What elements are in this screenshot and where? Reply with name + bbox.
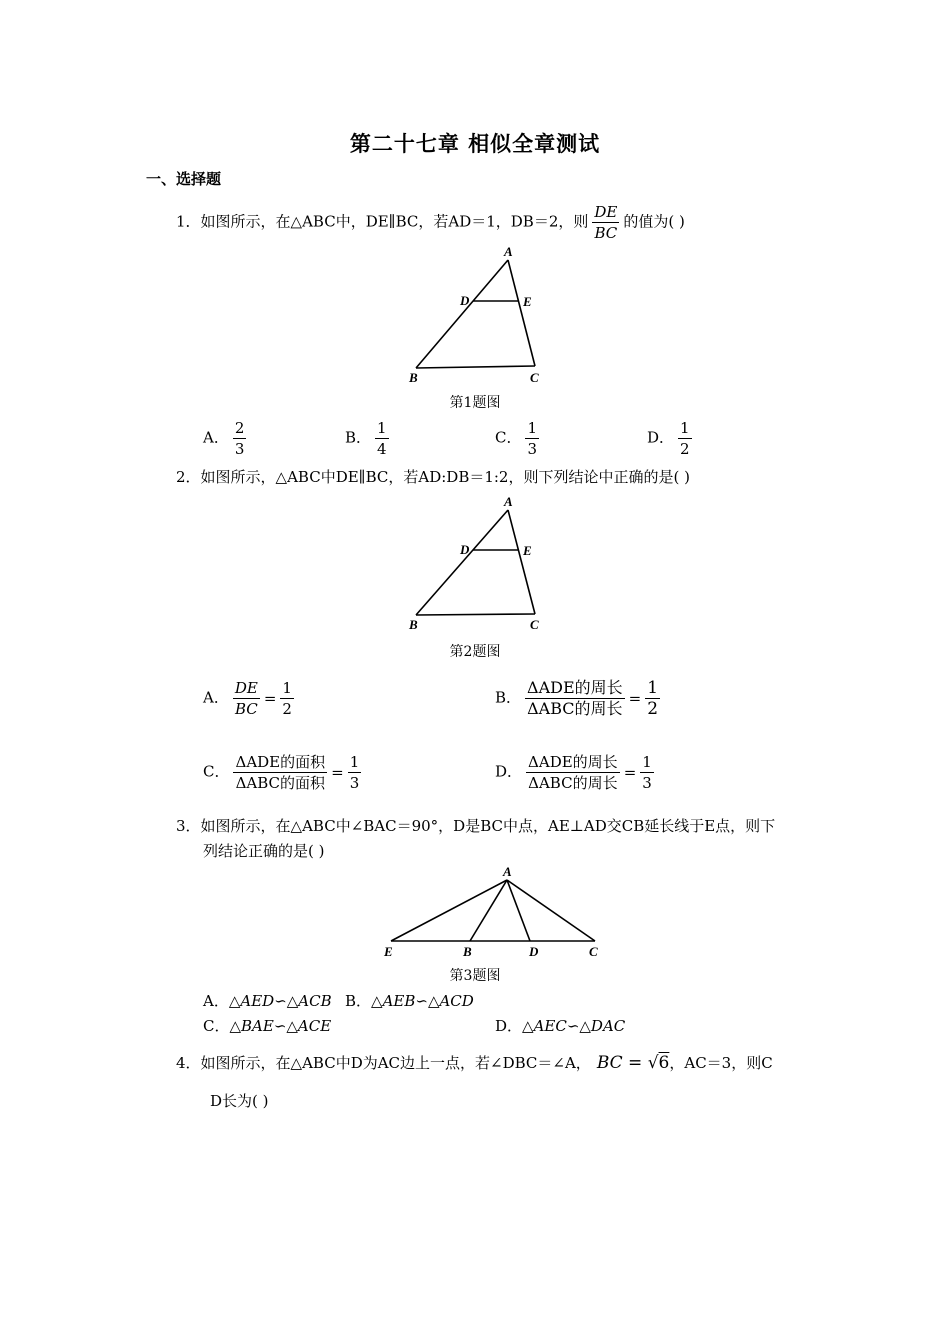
label-c: C: [530, 617, 539, 632]
question-1-suffix: 的值为( ): [623, 212, 685, 231]
option-text: △AEC∽△DAC: [522, 1017, 626, 1035]
sqrt-value: 6: [658, 1053, 670, 1073]
option-left-fraction: [526, 752, 620, 793]
question-1: [176, 202, 685, 243]
q1-option-c[interactable]: [495, 418, 543, 459]
option-fraction: [233, 418, 247, 459]
q2-option-d[interactable]: [495, 752, 658, 793]
q2-option-c[interactable]: [203, 752, 365, 793]
denominator: 3: [527, 440, 538, 458]
denominator: 2: [282, 700, 292, 718]
figure-2-caption: 第2题图: [449, 644, 501, 660]
numerator: 1: [527, 419, 538, 437]
option-right-fraction: [640, 752, 654, 793]
question-4-suffix: ，AC＝3，则C: [669, 1054, 773, 1072]
figure-3-caption: 第3题图: [449, 968, 501, 984]
q3-option-b[interactable]: [345, 990, 474, 1011]
option-label: C．: [203, 762, 230, 781]
denominator: 3: [234, 440, 245, 458]
segment-ac: [507, 880, 595, 941]
bc-label: BC =: [596, 1053, 648, 1073]
numerator: ΔADE的周长: [528, 753, 618, 771]
q3-option-a[interactable]: [203, 990, 332, 1011]
option-label: A．: [203, 992, 229, 1010]
question-3-line-1: 3．如图所示，在△ABC中∠BAC＝90°，D是BC中点，AE⊥AD交CB延长线于E点，则下: [176, 817, 776, 835]
label-b: B: [409, 617, 418, 632]
side-ab: [416, 260, 508, 368]
label-a: A: [504, 244, 513, 259]
sqrt-sign: √: [647, 1053, 659, 1073]
equals-sign: =: [263, 689, 277, 708]
figure-q3-triangle: [375, 862, 615, 962]
denominator: BC: [234, 700, 258, 718]
denominator: 3: [349, 774, 360, 792]
option-label: C．: [495, 428, 522, 447]
label-e: E: [523, 294, 532, 309]
question-3-line-2: 列结论正确的是( ): [203, 842, 325, 860]
denominator: ΔABC的面积: [235, 774, 326, 792]
denominator: 4: [377, 440, 387, 458]
fraction-numerator: DE: [594, 203, 618, 221]
option-label: B．: [345, 428, 372, 447]
option-label: D．: [647, 428, 675, 447]
option-left-fraction: [233, 678, 260, 719]
option-label: D．: [495, 762, 523, 781]
equals-sign: =: [628, 689, 642, 708]
label-c: C: [589, 944, 598, 959]
q2-option-b[interactable]: [495, 678, 664, 719]
denominator: 2: [647, 699, 659, 719]
question-2: 2．如图所示，△ABC中DE∥BC，若AD:DB＝1:2，则下列结论中正确的是( ): [176, 468, 690, 486]
label-c: C: [530, 370, 539, 385]
label-d: D: [529, 944, 539, 959]
denominator: 3: [642, 774, 652, 792]
denominator: ΔABC的周长: [527, 699, 623, 718]
q1-option-a[interactable]: [203, 418, 250, 459]
equals-sign: =: [623, 763, 637, 782]
side-ac: [508, 510, 535, 614]
q2-option-a[interactable]: [203, 678, 298, 719]
label-e: E: [384, 944, 393, 959]
label-d: D: [460, 293, 470, 308]
denominator: 2: [680, 440, 690, 458]
option-left-fraction: [525, 678, 625, 719]
label-d: D: [460, 542, 470, 557]
option-text: △AED∽△ACB: [228, 992, 332, 1010]
segment-ae: [391, 880, 507, 941]
question-4-line-1: [176, 1052, 773, 1074]
figure-q1-triangle: [400, 240, 560, 390]
option-right-fraction: [280, 678, 294, 719]
option-left-fraction: [233, 752, 327, 793]
figure-q2-triangle: [400, 490, 560, 640]
option-text: △AEB∽△ACD: [371, 992, 474, 1010]
q3-option-c[interactable]: [203, 1015, 331, 1036]
label-a: A: [504, 494, 513, 509]
option-fraction: [525, 418, 539, 459]
fraction-denominator: BC: [594, 224, 618, 242]
question-1-fraction: [592, 202, 619, 243]
label-b: B: [409, 370, 418, 385]
section-heading: 一、选择题: [146, 170, 222, 188]
option-label: C．: [203, 1017, 230, 1035]
denominator: ΔABC的周长: [528, 774, 618, 792]
side-ab: [416, 510, 508, 615]
equals-sign: =: [331, 763, 344, 782]
numerator: 1: [282, 679, 292, 697]
question-4-line-2: D长为( ): [210, 1092, 269, 1110]
q3-option-d[interactable]: [495, 1015, 625, 1036]
segment-ad: [507, 880, 530, 941]
option-label: B．: [495, 688, 522, 707]
side-bc: [416, 614, 535, 615]
option-text: △BAE∽△ACE: [229, 1017, 332, 1035]
q1-option-d[interactable]: [647, 418, 696, 459]
page-title: 第二十七章 相似全章测试: [349, 132, 601, 156]
option-right-fraction: [348, 752, 362, 793]
numerator: DE: [234, 679, 258, 697]
label-a: A: [503, 864, 512, 879]
figure-1-caption: 第1题图: [449, 395, 501, 411]
side-ac: [508, 260, 535, 366]
numerator: 1: [349, 753, 360, 771]
option-fraction: [678, 418, 692, 459]
q1-option-b[interactable]: [345, 418, 393, 459]
side-bc: [416, 366, 535, 368]
numerator: 1: [647, 678, 659, 698]
numerator: ΔADE的周长: [527, 678, 623, 697]
numerator: 1: [377, 419, 387, 437]
numerator: 1: [642, 753, 652, 771]
option-fraction: [375, 418, 389, 459]
numerator: 2: [234, 419, 245, 437]
numerator: 1: [680, 419, 690, 437]
question-1-prefix: 1．如图所示，在△ABC中，DE∥BC，若AD＝1，DB＝2，则: [176, 212, 589, 231]
question-4-prefix: 4．如图所示，在△ABC中D为AC边上一点，若∠DBC＝∠A，: [176, 1054, 591, 1072]
label-b: B: [463, 944, 472, 959]
option-label: A．: [203, 688, 229, 707]
option-label: D．: [495, 1017, 523, 1035]
option-label: B．: [345, 992, 372, 1010]
numerator: ΔADE的面积: [235, 753, 326, 771]
label-e: E: [523, 543, 532, 558]
option-label: A．: [203, 428, 229, 447]
option-right-fraction: [645, 678, 660, 719]
